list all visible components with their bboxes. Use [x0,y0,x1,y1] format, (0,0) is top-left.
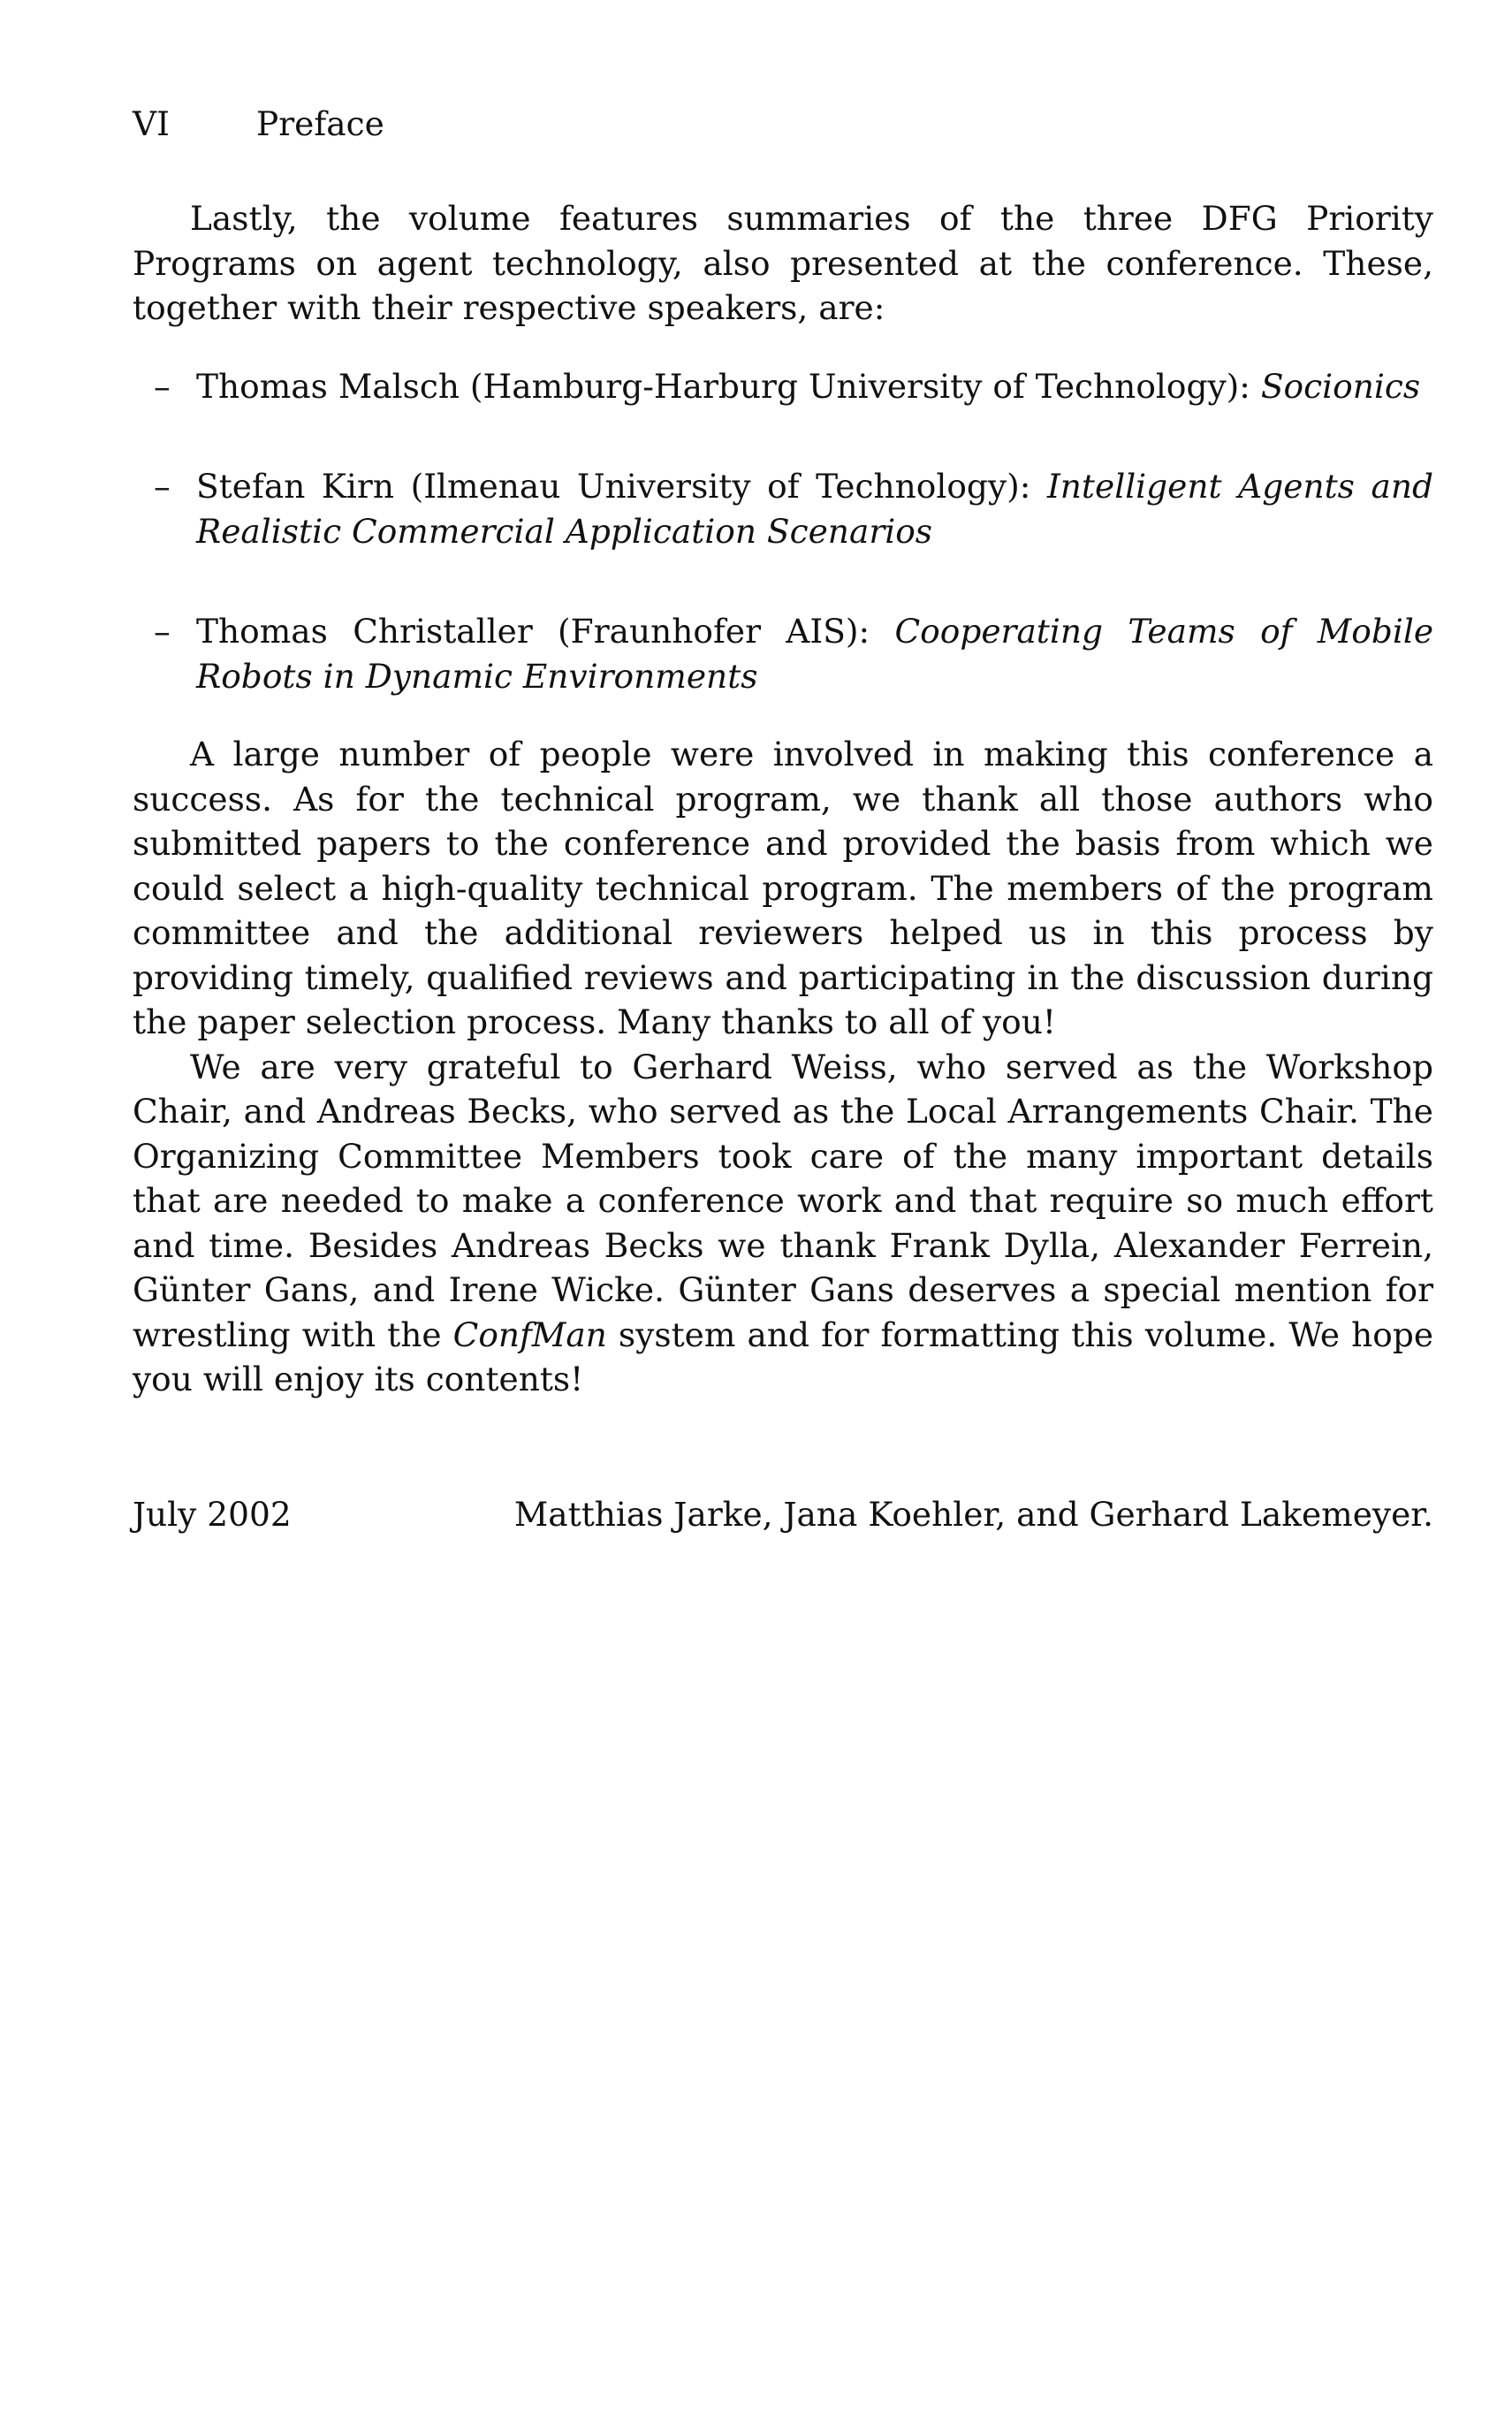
running-head [133,102,1433,148]
program-title: Cooperating Teams of Mobile Robots in Dynamic Environments [196,612,1434,696]
list-item [133,609,1433,698]
organizers-text-end: system and for formatting this volume. We hope you will enjoy its contents! [133,1314,1434,1398]
page-number: VI [133,104,170,143]
list-item [133,364,1433,409]
list-bullet: – [154,612,171,651]
list-bullet: – [154,467,171,506]
system-name: ConfMan [452,1314,607,1354]
program-speaker: Thomas Malsch (Hamburg-Harburg University of Technology): [196,366,1250,406]
organizers-paragraph [133,1045,1433,1402]
acknowledgement-paragraph: A large number of people were involved in making this conference a success. As for the technical program, we thank all those authors who submitted papers to the conference and provided the basis from which we could select a high-quality technical program. The members of the program committee and the additional reviewers helped us in this process by providing timely, qualified reviews and participating in the discussion during the paper selection process. Many thanks to all of you! [133,735,1433,1041]
body-text [133,196,1433,1402]
list-item [133,464,1433,553]
program-title: Intelligent Agents and Realistic Commercial Application Scenarios [196,467,1434,551]
preface-date: July 2002 [133,1495,292,1534]
section-title: Preface [256,104,384,143]
organizers-text: We are very grateful to Gerhard Weiss, who served as the Workshop Chair, and Andreas Becks, who served as the Local Arrangements Chair. The Organizing Committee Members took care of the many important details that are needed to make a conference work and that require so much effort and time. Besides Andreas Becks we thank Frank Dylla, Alexander Ferrein, Günter Gans, and Irene Wicke. Günter Gans deserves a special mention for wrestling with the [133,1047,1433,1354]
preface-signers: Matthias Jarke, Jana Koehler, and Gerhard Lakemeyer. [513,1495,1433,1534]
program-speaker: Thomas Christaller (Fraunhofer AIS): [196,612,870,651]
intro-paragraph: Lastly, the volume features summaries of the three DFG Priority Programs on agent technology, also presented at the conference. These, together with their respective speakers, are: [133,199,1433,327]
program-title: Socionics [1260,366,1421,406]
closing-signature [133,1492,1433,1538]
list-bullet: – [154,366,171,406]
priority-program-list [133,364,1433,699]
document-page [133,0,1433,2423]
program-speaker: Stefan Kirn (Ilmenau University of Technology): [196,467,1031,506]
